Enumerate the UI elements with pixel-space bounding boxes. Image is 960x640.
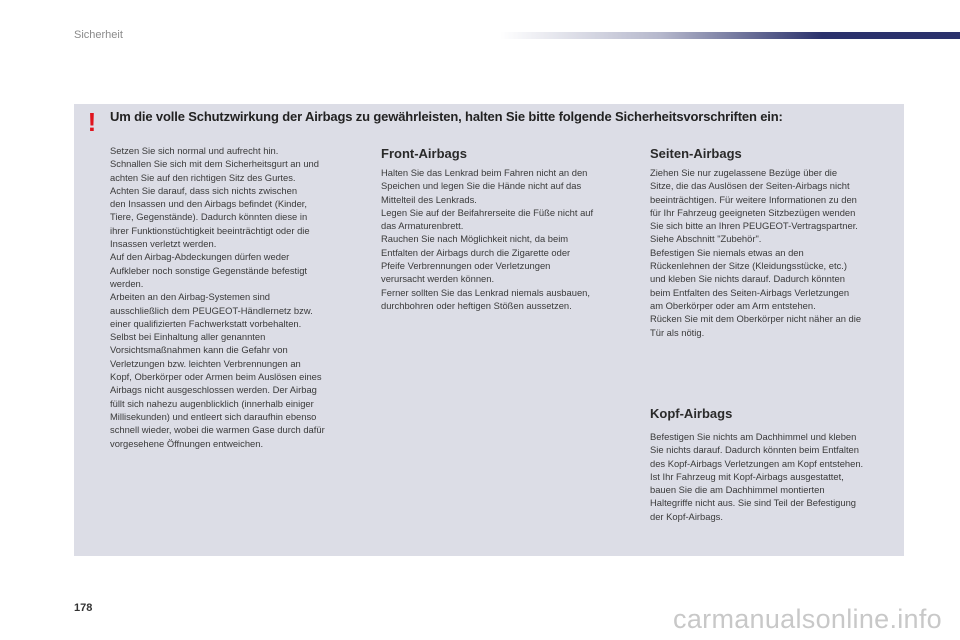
head-airbags-text: Befestigen Sie nichts am Dachhimmel und kleben Sie nichts darauf. Dadurch könnten beim Entfalten des Kopf-Airbags Verletzungen am Kopf entstehen. Ist Ihr Fahrzeug mit Kopf-Airbags ausgestattet, bauen Sie die am Dachhimmel montierten Haltegriffe nicht aus. Sie sind Teil der Befestigung der Kopf-Airbags. [650, 431, 864, 522]
warning-heading: Um die volle Schutzwirkung der Airbags zu gewährleisten, halten Sie bitte folgende Sicherheitsvorschriften ein: [110, 109, 783, 124]
watermark: carmanualsonline.info [673, 604, 942, 634]
side-airbags-heading: Seiten-Airbags [650, 146, 742, 161]
head-airbags-heading: Kopf-Airbags [650, 406, 733, 421]
front-airbags-heading: Front-Airbags [381, 146, 467, 161]
exclamation-icon: ! [87, 107, 97, 137]
general-instructions-text: Setzen Sie sich normal und aufrecht hin. Schnallen Sie sich mit dem Sicherheitsgurt an und achten Sie auf den richtigen Sitz des Gurtes. Achten Sie darauf, dass sich nichts zwischen den Insassen und den Airbags befindet (Kinder, Tiere, Gegenstände). Dadurch könnten diese in ihrer Funktionstüchtigkeit beeinträchtigt oder die Insassen verletzt werden. Auf den Airbag-Abdeckungen dürfen weder Aufkleber noch sonstige Gegenstände befestigt werden. Arbeiten an den Airbag-Systemen sind ausschließlich dem PEUGEOT-Händlernetz bzw. einer qualifizierten Fachwerkstatt vorbehalten. Selbst bei Einhaltung aller genannten Vorsichtsmaßnahmen kann die Gefahr von Verletzungen bzw. leichten Verbrennungen an Kopf, Oberkörper oder Armen beim Auslösen eines Airbags nicht ausgeschlossen werden. Der Airbag füllt sich nahezu augenblicklich (innerhalb einiger Millisekunden) und entleert sich daraufhin ebenso schnell wieder, wobei die warmen Gase durch dafür vorgesehene Öffnungen entweichen. [110, 145, 325, 449]
side-airbags-text: Ziehen Sie nur zugelassene Bezüge über die Sitze, die das Auslösen der Seiten-Airbags nicht beeinträchtigen. Für weitere Informationen zu den für Ihr Fahrzeug geeigneten Sitzbezügen wenden Sie sich bitte an Ihren PEUGEOT-Vertragspartner. Siehe Abschnitt "Zubehör". Befestigen Sie niemals etwas an den Rückenlehnen der Sitze (Kleidungsstücke, etc.) und kleben Sie nichts darauf. Dadurch könnten beim Entfalten des Seiten-Airbags Verletzungen am Oberkörper oder am Arm entstehen. Rücken Sie mit dem Oberkörper nicht näher an die Tür als nötig. [650, 167, 862, 338]
section-title: Sicherheit [74, 29, 123, 41]
header-bar [500, 32, 960, 39]
page-number: 178 [74, 602, 93, 614]
front-airbags-text: Halten Sie das Lenkrad beim Fahren nicht an den Speichen und legen Sie die Hände nicht auf das Mittelteil des Lenkrads. Legen Sie auf der Beifahrerseite die Füße nicht auf das Armaturenbrett. Rauchen Sie nach Möglichkeit nicht, da beim Entfalten der Airbags durch die Zigarette oder Pfeife Verbrennungen oder Verletzungen verursacht werden können. Ferner sollten Sie das Lenkrad niemals ausbauen, durchbohren oder heftigen Stößen aussetzen. [381, 167, 594, 311]
